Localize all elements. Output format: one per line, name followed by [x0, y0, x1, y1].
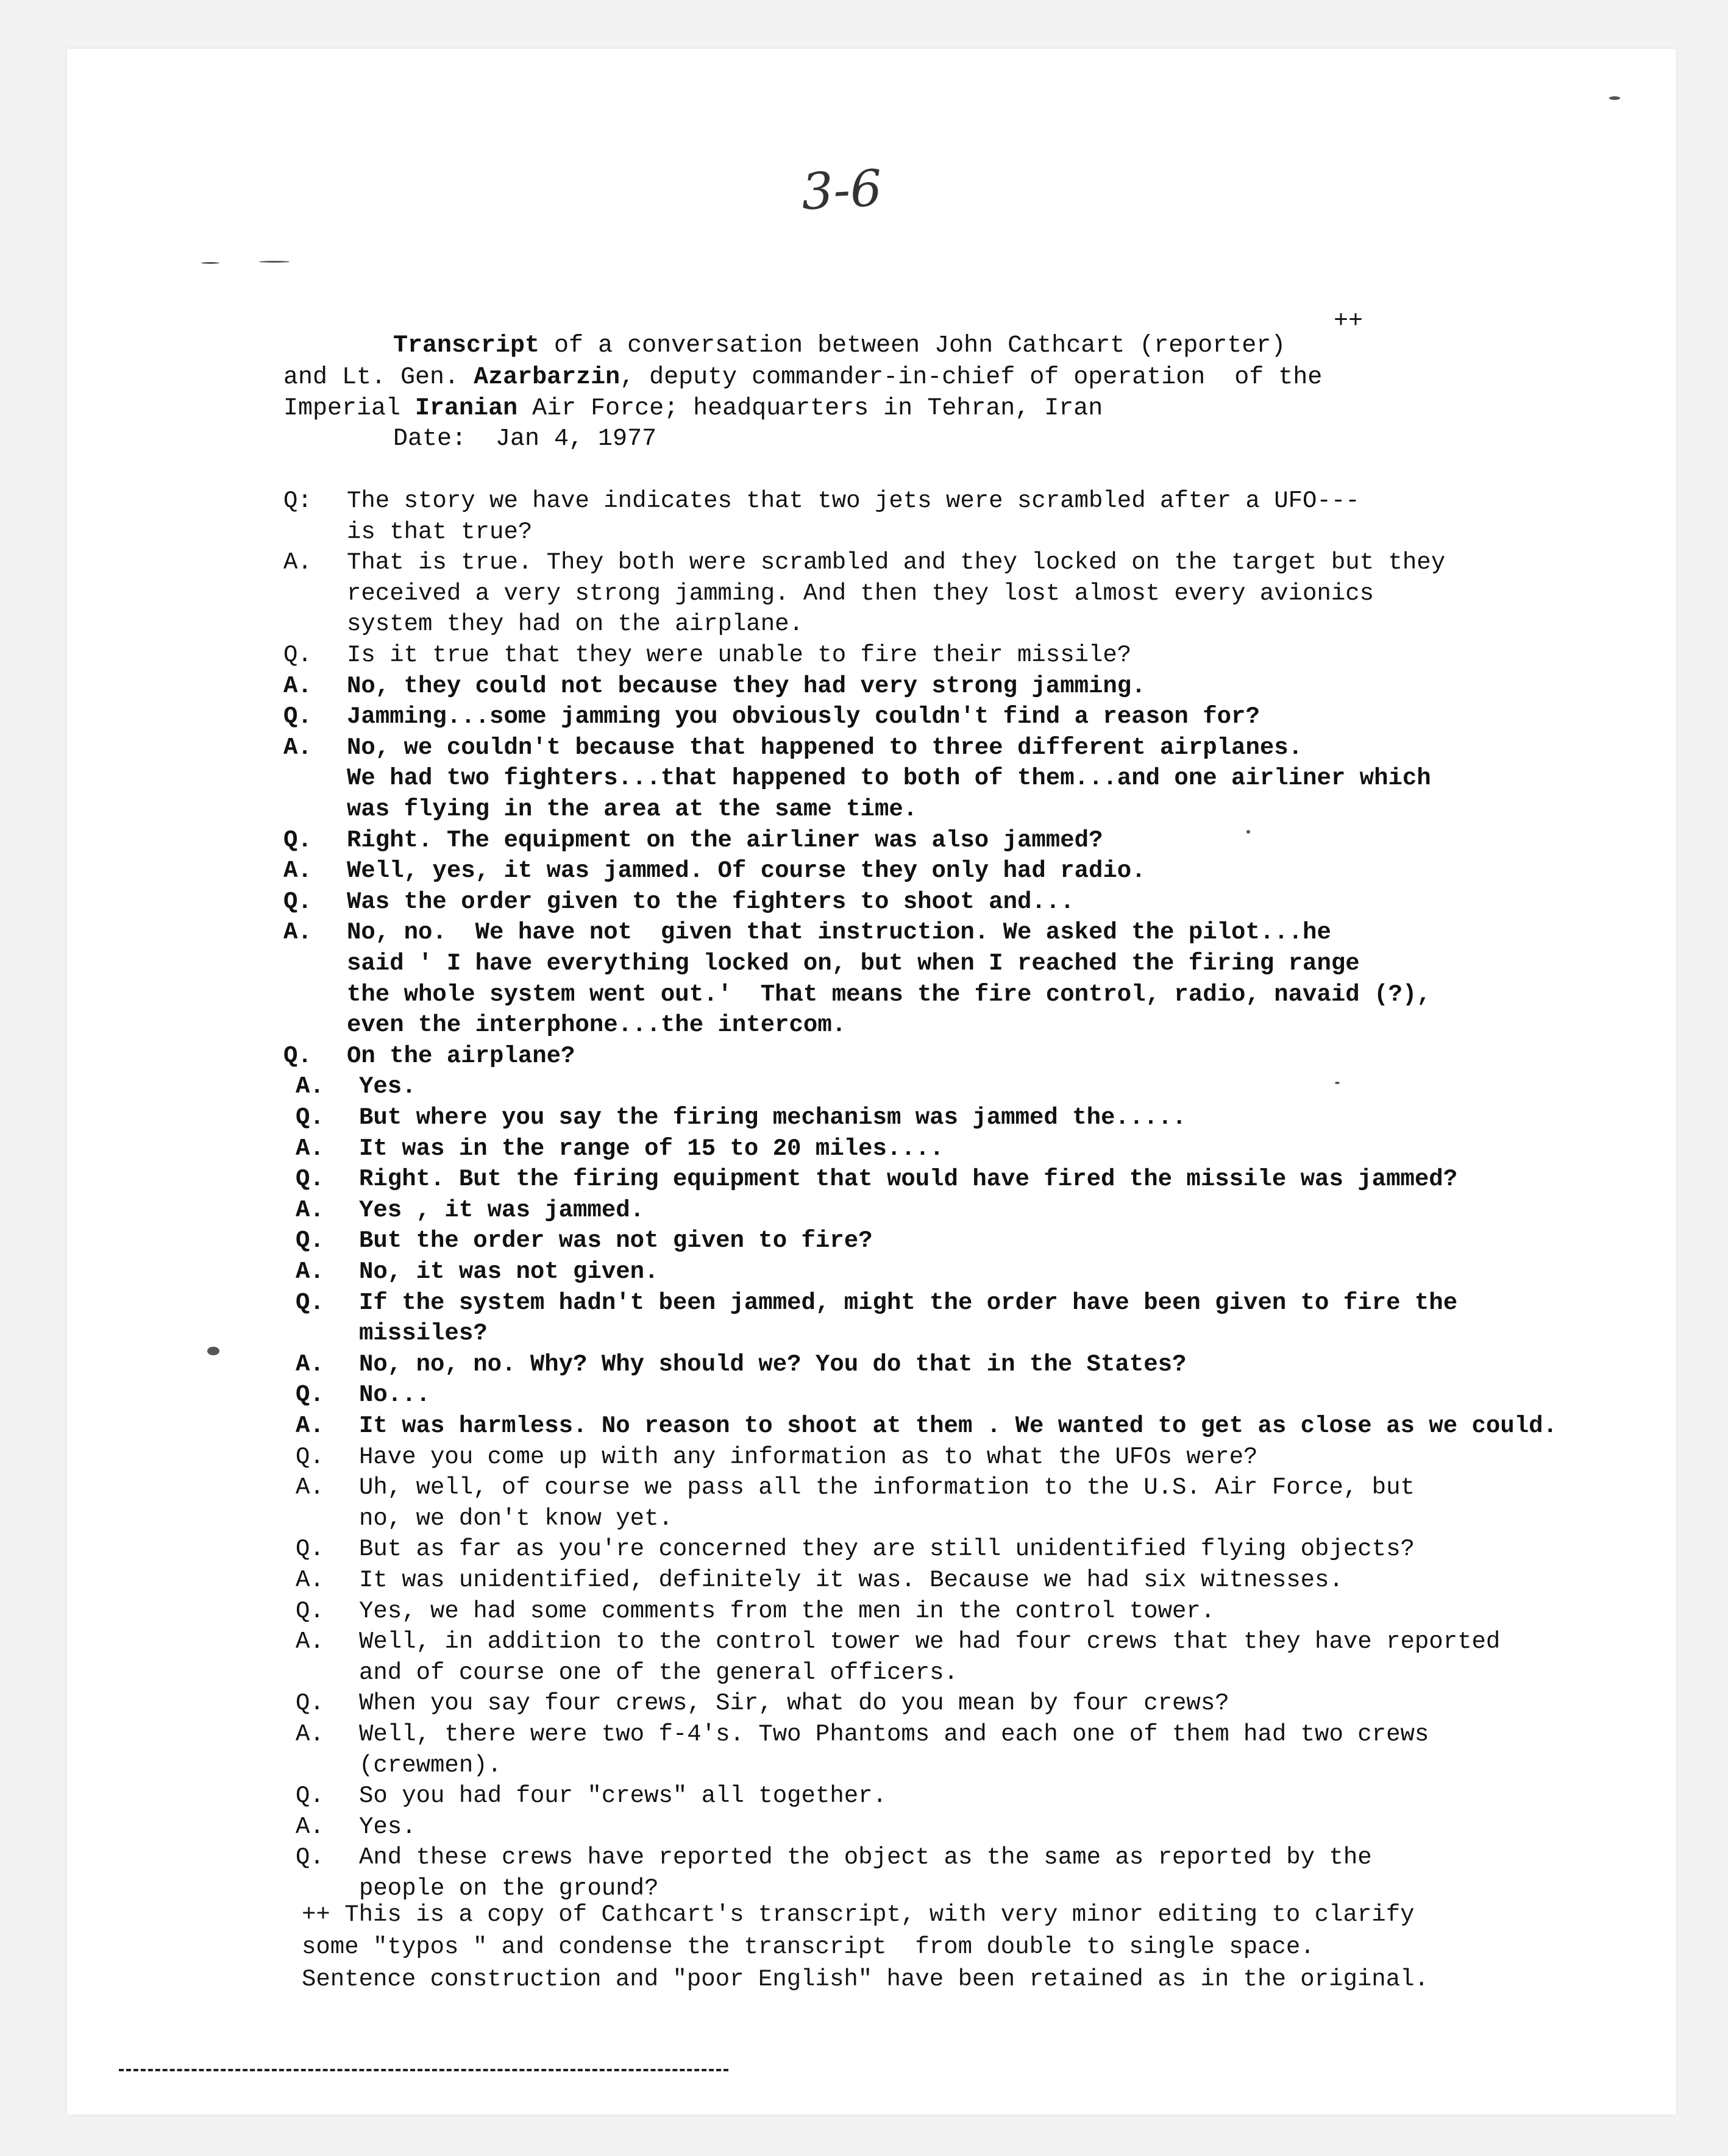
speaker-tag: Q.: [296, 1166, 324, 1193]
transcript-text: But where you say the firing mechanism was jammed the.....: [359, 1104, 1187, 1131]
transcript-line: [296, 1073, 416, 1100]
transcript-line: [296, 1721, 1429, 1748]
transcript-line: [283, 549, 1445, 576]
scan-speck: [201, 262, 219, 264]
transcript-continuation: [283, 519, 532, 545]
transcript-text: Yes.: [359, 1073, 416, 1101]
transcript-text: is that true?: [347, 518, 533, 545]
transcript-text: No, no. We have not given that instruction. We asked the pilot...he: [347, 919, 1331, 946]
transcript-line: [296, 1567, 1343, 1594]
speaker-tag: Q.: [296, 1381, 324, 1409]
speaker-tag: A.: [296, 1258, 324, 1285]
transcript-text: No, we couldn't because that happened to three different airplanes.: [347, 734, 1303, 761]
transcript-text: On the airplane?: [347, 1042, 575, 1069]
transcript-line: [283, 919, 1331, 946]
transcript-line: [296, 1628, 1500, 1655]
transcript-text: Was the order given to the fighters to shoot and...: [347, 888, 1075, 915]
transcript-line: [296, 1289, 1457, 1316]
scan-speck: [259, 261, 290, 263]
transcript-continuation: [296, 1875, 658, 1902]
transcript-text: No, no, no. Why? Why should we? You do that in the States?: [359, 1350, 1187, 1378]
transcript-line: [296, 1444, 1257, 1470]
speaker-tag: Q.: [296, 1536, 324, 1563]
transcript-text: and of course one of the general officers.: [359, 1659, 958, 1686]
transcript-text: Well, in addition to the control tower we had four crews that they have reported: [359, 1628, 1501, 1656]
transcript-continuation: [283, 611, 803, 637]
speaker-tag: A.: [283, 672, 312, 700]
transcript-text: But as far as you're concerned they are still unidentified flying objects?: [359, 1536, 1415, 1563]
speaker-tag: Q.: [283, 1042, 312, 1069]
transcript-text: But the order was not given to fire?: [359, 1227, 873, 1255]
transcript-text: Well, there were two f-4's. Two Phantoms and each one of them had two crews: [359, 1721, 1429, 1748]
speaker-tag: Q.: [283, 888, 312, 915]
transcript-text: Yes.: [359, 1813, 416, 1840]
transcript-line: [296, 1381, 430, 1408]
transcript-line: [283, 888, 1075, 915]
speaker-tag: A.: [296, 1721, 324, 1748]
transcript-text: the whole system went out.' That means the fire control, radio, navaid (?),: [347, 980, 1431, 1008]
transcript-text: received a very strong jamming. And then they lost almost every avionics: [347, 580, 1374, 607]
transcript-text: Have you come up with any information as to what the UFOs were?: [359, 1443, 1258, 1470]
speaker-tag: Q.: [296, 1227, 324, 1255]
transcript-text: Is it true that they were unable to fire their missile?: [347, 642, 1132, 668]
speaker-tag: Q.: [296, 1844, 324, 1871]
transcript-text: Well, yes, it was jammed. Of course they only had radio.: [347, 857, 1146, 885]
transcript-continuation: [283, 981, 1431, 1008]
transcript-text: people on the ground?: [359, 1875, 659, 1902]
footnote-line: Sentence construction and "poor English" have been retained as in the original.: [302, 1966, 1429, 1993]
transcript-line: [296, 1844, 1372, 1871]
transcript-text: missiles?: [359, 1320, 488, 1347]
speaker-tag: Q.: [283, 703, 312, 731]
transcript-text: When you say four crews, Sir, what do you mean by four crews?: [359, 1690, 1229, 1717]
transcript-line: [296, 1413, 1557, 1439]
transcript-line: [296, 1474, 1415, 1501]
footnote-line: some "typos " and condense the transcript from double to single space.: [302, 1934, 1315, 1960]
scan-speck: [1609, 96, 1620, 100]
transcript-text: Right. But the firing equipment that would have fired the missile was jammed?: [359, 1166, 1458, 1193]
speaker-tag: Q.: [283, 642, 312, 668]
transcript-text: If the system hadn't been jammed, might the order have been given to fire the: [359, 1289, 1458, 1316]
transcript-text: (crewmen).: [359, 1751, 502, 1779]
transcript-line: [296, 1351, 1186, 1378]
header-line-3: Imperial Iranian Air Force; headquarters in Tehran, Iran: [283, 395, 1103, 422]
transcript-text: no, we don't know yet.: [359, 1505, 673, 1532]
transcript-text: Jamming...some jamming you obviously couldn't find a reason for?: [347, 703, 1260, 731]
transcript-text: It was unidentified, definitely it was. Because we had six witnesses.: [359, 1567, 1343, 1594]
transcript-text: was flying in the area at the same time.: [347, 796, 918, 823]
transcript-line: [296, 1227, 873, 1254]
transcript-text: It was harmless. No reason to shoot at them . We wanted to get as close as we could.: [359, 1413, 1557, 1439]
speaker-tag: A.: [296, 1073, 324, 1101]
transcript-line: [296, 1536, 1415, 1562]
transcript-continuation: [283, 950, 1360, 977]
speaker-tag: A.: [296, 1474, 324, 1502]
footnote-marker: ++: [1334, 308, 1364, 335]
transcript-text: So you had four "crews" all together.: [359, 1782, 887, 1810]
speaker-tag: A.: [296, 1628, 324, 1656]
transcript-text: Yes, we had some comments from the men in the control tower.: [359, 1597, 1215, 1625]
transcript-line: [296, 1598, 1215, 1625]
transcript-line: [296, 1690, 1229, 1717]
transcript-line: [283, 734, 1303, 761]
speaker-tag: Q.: [296, 1690, 324, 1717]
speaker-tag: A.: [296, 1567, 324, 1594]
speaker-tag: A.: [283, 734, 312, 761]
footnote-line: ++ This is a copy of Cathcart's transcript, with very minor editing to clarify: [302, 1901, 1415, 1928]
transcript-line: [283, 827, 1103, 854]
speaker-tag: A.: [296, 1135, 324, 1162]
transcript-line: [296, 1166, 1457, 1193]
transcript-line: [296, 1135, 944, 1162]
speaker-tag: A.: [283, 919, 312, 946]
transcript-line: [296, 1258, 658, 1285]
transcript-text: No, it was not given.: [359, 1258, 659, 1285]
transcript-text: No...: [359, 1381, 431, 1409]
transcript-continuation: [283, 1012, 846, 1038]
transcript-text: Uh, well, of course we pass all the information to the U.S. Air Force, but: [359, 1474, 1415, 1502]
transcript-text: said ' I have everything locked on, but when I reached the firing range: [347, 950, 1360, 977]
scan-speck: [1335, 1082, 1340, 1084]
header-line-1: Transcript of a conversation between John Cathcart (reporter): [393, 332, 1286, 360]
transcript-continuation: [283, 796, 917, 823]
header-line-2: and Lt. Gen. Azarbarzin, deputy commander-in-chief of operation of the: [283, 364, 1323, 391]
speaker-tag: Q.: [296, 1104, 324, 1131]
speaker-tag: Q.: [296, 1597, 324, 1625]
transcript-continuation: [296, 1752, 502, 1779]
speaker-tag: Q.: [283, 826, 312, 854]
transcript-text: No, they could not because they had very strong jamming.: [347, 672, 1146, 700]
transcript-continuation: [296, 1659, 958, 1686]
transcript-line: [283, 488, 1360, 514]
speaker-tag: A.: [283, 857, 312, 885]
transcript-continuation: [283, 580, 1374, 607]
transcript-line: [283, 642, 1131, 668]
scan-speck: [1246, 830, 1250, 834]
transcript-line: [296, 1104, 1186, 1131]
transcript-line: [283, 857, 1146, 884]
transcript-text: And these crews have reported the object as the same as reported by the: [359, 1844, 1372, 1871]
speaker-tag: A.: [296, 1413, 324, 1439]
header-date: Date: Jan 4, 1977: [393, 425, 657, 453]
transcript-text: Yes , it was jammed.: [359, 1196, 645, 1224]
transcript-continuation: [296, 1320, 488, 1347]
transcript-text: We had two fighters...that happened to both of them...and one airliner which: [347, 765, 1431, 792]
handwritten-page-number: 3-6: [800, 159, 884, 222]
transcript-text: It was in the range of 15 to 20 miles....: [359, 1135, 944, 1162]
speaker-tag: Q.: [296, 1443, 324, 1470]
speaker-tag: Q:: [283, 488, 312, 514]
speaker-tag: A.: [296, 1813, 324, 1840]
transcript-text: system they had on the airplane.: [347, 611, 803, 638]
transcript-line: [283, 703, 1260, 730]
transcript-text: That is true. They both were scrambled and they locked on the target but they: [347, 549, 1446, 576]
bottom-rule: [119, 2069, 728, 2071]
scan-speck: [207, 1347, 219, 1355]
transcript-continuation: [283, 765, 1431, 792]
transcript-text: Right. The equipment on the airliner was also jammed?: [347, 826, 1103, 854]
transcript-line: [296, 1814, 416, 1840]
speaker-tag: A.: [296, 1350, 324, 1378]
transcript-text: even the interphone...the intercom.: [347, 1012, 847, 1039]
speaker-tag: A.: [283, 549, 312, 576]
speaker-tag: Q.: [296, 1289, 324, 1316]
transcript-continuation: [296, 1505, 673, 1532]
transcript-line: [283, 673, 1146, 700]
transcript-text: The story we have indicates that two jets were scrambled after a UFO---: [347, 488, 1360, 514]
transcript-line: [296, 1782, 887, 1809]
speaker-tag: A.: [296, 1196, 324, 1224]
speaker-tag: Q.: [296, 1782, 324, 1810]
transcript-line: [283, 1043, 575, 1069]
transcript-line: [296, 1197, 644, 1224]
